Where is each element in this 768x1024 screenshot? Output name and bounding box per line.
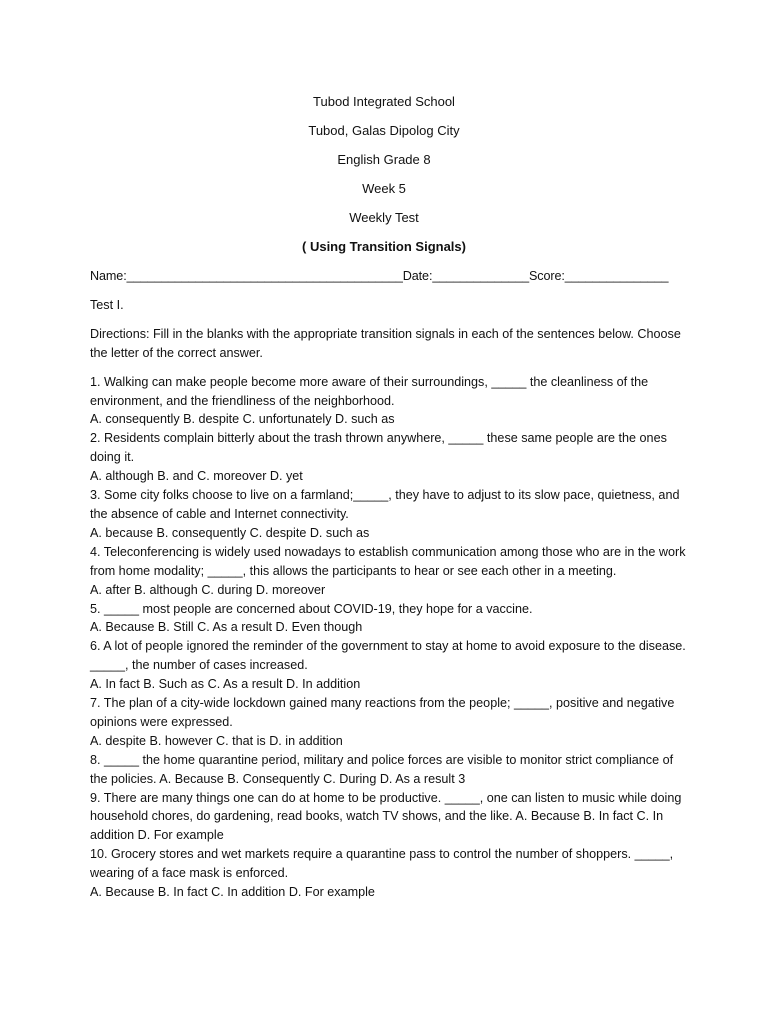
answer-choices: A. although B. and C. moreover D. yet: [90, 469, 303, 484]
answer-choices: A. despite B. however C. that is D. in addition: [90, 733, 343, 748]
question-item-1: [90, 373, 690, 430]
question-item-3: [90, 486, 690, 543]
question-item-4: [90, 543, 690, 600]
question-text: 1. Walking can make people become more aware of their surroundings, _____ the cleanliness of the environment, and the friendliness of the neighborhood.: [90, 374, 649, 408]
document-body: [90, 267, 690, 902]
question-text: 10. Grocery stores and wet markets require a quarantine pass to control the number of shoppers. _____, wearing of a face mask is enforced.: [90, 847, 674, 881]
answer-choices: A. Because B. Still C. As a result D. Even though: [90, 620, 363, 635]
topic-title: ( Using Transition Signals): [302, 239, 466, 254]
question-text: 3. Some city folks choose to live on a farmland;_____, they have to adjust to its slow pace, quietness, and the absence of cable and Internet connectivity.: [90, 488, 680, 521]
test-type: Weekly Test: [349, 210, 419, 225]
question-text: 9. There are many things one can do at home to be productive. _____, one can listen to music while doing household chores, do gardening, read books, watch TV shows, and the like. A. Because B. In fact C. In addition D. For example: [90, 790, 682, 843]
question-text: 7. The plan of a city-wide lockdown gained many reactions from the people; _____, positive and negative opinions were expressed.: [90, 696, 675, 729]
answer-choices: A. consequently B. despite C. unfortunately D. such as: [90, 412, 395, 427]
question-item-7: [90, 694, 690, 751]
question-item-2: [90, 429, 690, 486]
question-item-6: [90, 637, 690, 694]
question-list: [90, 373, 690, 902]
test-label: Test I.: [90, 297, 124, 312]
question-text: 4. Teleconferencing is widely used nowadays to establish communication among those who are in the work from home modality; _____, this allows the participants to hear or see each other in a meeting.: [90, 544, 686, 578]
question-text: 5. _____ most people are concerned about COVID-19, they hope for a vaccine.: [90, 601, 533, 616]
week-label: Week 5: [362, 181, 406, 196]
question-text: 8. _____ the home quarantine period, military and police forces are visible to monitor strict compliance of the policies. A. Because B. Consequently C. During D. As a result 3: [90, 752, 674, 786]
question-item-8: [90, 751, 690, 789]
answer-choices: A. Because B. In fact C. In addition D. For example: [90, 885, 375, 900]
question-item-9: [90, 789, 690, 846]
question-text: 6. A lot of people ignored the reminder of the government to stay at home to avoid exposure to the disease. _____, the number of cases increased.: [90, 639, 686, 673]
question-item-5: [90, 600, 690, 638]
answer-choices: A. In fact B. Such as C. As a result D. In addition: [90, 677, 361, 692]
answer-choices: A. because B. consequently C. despite D. such as: [90, 525, 370, 540]
school-address: Tubod, Galas Dipolog City: [308, 123, 460, 138]
directions: Directions: Fill in the blanks with the appropriate transition signals in each of the sentences below. Choose the letter of the correct answer.: [90, 326, 681, 360]
question-item-10: [90, 845, 690, 902]
subject-title: English Grade 8: [337, 152, 431, 167]
school-name: Tubod Integrated School: [313, 94, 455, 109]
question-text: 2. Residents complain bitterly about the trash thrown anywhere, _____ these same people are the ones doing it.: [90, 431, 667, 465]
answer-choices: A. after B. although C. during D. moreover: [90, 582, 326, 597]
name-date-score-line: Name:________________________________________Date:______________Score:_______________: [90, 269, 669, 283]
document-header: [0, 92, 768, 266]
